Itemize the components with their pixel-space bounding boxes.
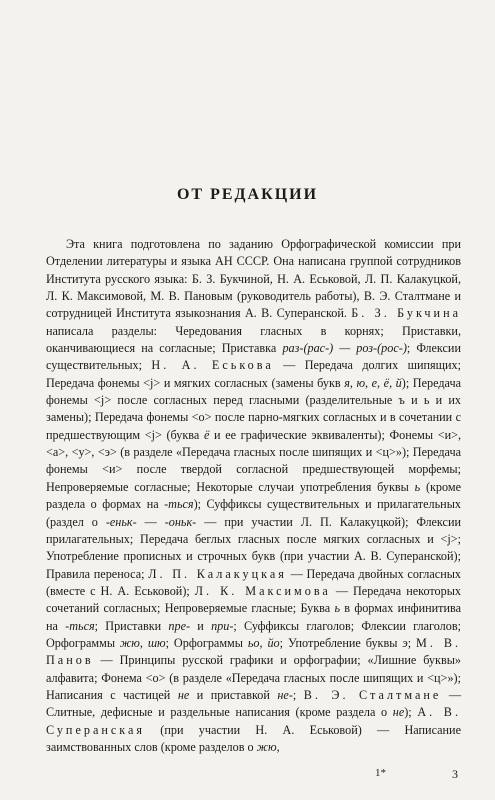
italic-run: раз-(рас-) — роз-(рос-): [282, 341, 407, 356]
text-run: Эта книга подготовлена по заданию Орфографической комиссии при Отделении литературы и языка АН СССР. Она написана группой сотрудников Института русского языка: Б. З. Букчиной, Н. А. Еськовой, Л. П. Калакуцкой, Л. К. Максимовой, М. В. Пановым (руководитель работы), В. Э. Сталтмане и сотрудницей Института языкознания А. В. Суперанской.: [46, 237, 461, 321]
text-run: ; Флексии существительных;: [46, 341, 461, 373]
editorial-paragraph: [46, 236, 461, 756]
italic-run: жю,: [256, 739, 280, 754]
text-run: (при участии Н. А. Еськовой) — Написание заимствованных слов (кроме разделов о: [46, 722, 461, 754]
text-run: — Передача двойных согласных (вместе с Н. А. Еськовой);: [46, 566, 461, 598]
text-run: ; Употребление буквы: [279, 635, 403, 650]
author-name: А. В. Суперанская: [46, 705, 461, 737]
page-heading: ОТ РЕДАКЦИИ: [176, 186, 319, 203]
page-number: 3: [452, 767, 458, 781]
italic-run: ё: [203, 427, 210, 442]
text-run: — Принципы русской графики и орфографии; «Лишние буквы» алфавита; Фонема <о> (в разделе «Передача гласных после шипящих и <ц>»); Написания с частицей: [46, 653, 461, 702]
text-run: ;: [292, 687, 304, 702]
italic-run: не: [392, 705, 405, 720]
author-name: Л. П. Калакуцкая: [148, 566, 287, 581]
text-run: ;: [407, 635, 417, 650]
text-run: );: [404, 705, 418, 720]
text-run: — Передача некоторых сочетаний согласных; Непроверяемые гласные; Буква: [46, 583, 462, 616]
text-run: написала разделы: Чередования гласных в корнях; Приставки, оканчивающиеся на согласные; Приставка: [46, 323, 461, 356]
italic-run: ь: [414, 479, 421, 494]
body-text: [46, 236, 461, 756]
author-name: Б. З. Букчина: [351, 306, 461, 321]
text-run: ; Орфограммы: [165, 635, 248, 650]
italic-run: не-: [277, 687, 293, 702]
author-name: В. Э. Сталтмане: [303, 687, 442, 702]
italic-run: э: [402, 635, 408, 650]
text-run: в формах инфинитива на: [46, 601, 461, 633]
italic-run: при-: [211, 618, 234, 633]
text-run: и: [190, 618, 212, 633]
author-name: Н. А. Еськова: [151, 358, 274, 373]
text-run: ); Передача фонемы <j> после согласных перед гласными (разделительные ъ и ь и их замены); Передача фонемы <о> после парно-мягких согласных и в сочетании с предшествующим <j> (буква: [46, 375, 461, 442]
author-name: Л. К. Максимова: [194, 583, 331, 598]
text-run: —: [136, 514, 165, 529]
italic-run: -еньк-: [105, 514, 137, 529]
italic-run: -оньк-: [164, 514, 197, 529]
text-run: — при участии Л. П. Калакуцкой); Флексии прилагательных; Передача беглых гласных после мягких согласных и <j>; Употребление прописных и строчных букв (при участии А. В. Суперанской); Правила переноса;: [46, 514, 462, 581]
text-run: ; Приставки: [94, 618, 169, 633]
printer-signature-mark: 1*: [375, 767, 386, 779]
text-run: (кроме раздела о формах на: [46, 479, 461, 512]
italic-run: -ться: [65, 618, 95, 633]
italic-run: -ться: [164, 497, 194, 512]
italic-run: жю, шю: [119, 635, 166, 650]
italic-run: не: [177, 687, 190, 702]
text-run: и приставкой: [189, 687, 278, 702]
text-run: — Слитные, дефисные и раздельные написания (кроме раздела о: [46, 687, 462, 720]
text-run: и ее графические эквиваленты); Фонемы <и>, <а>, <у>, <э> (в разделе «Передача гласных после шипящих и <ц>»); Передача фонемы <и> после твердой согласной предшествующей морфемы; Непроверяемые согласные; Некоторые случаи употребления буквы: [46, 427, 462, 494]
italic-run: пре-: [168, 618, 191, 633]
italic-run: я, ю, е, ё, й: [344, 375, 402, 390]
text-run: — Передача долгих шипящих; Передача фонемы <j> и мягких согласных (замены букв: [46, 358, 461, 390]
text-run: ); Суффиксы существительных и прилагательных (раздел о: [46, 497, 461, 529]
author-name: М. В. Панов: [46, 635, 461, 668]
text-run: ; Суффиксы глаголов; Флексии глаголов; Орфограммы: [46, 618, 461, 650]
italic-run: ь: [334, 601, 341, 616]
italic-run: ьо, йо: [247, 635, 280, 650]
